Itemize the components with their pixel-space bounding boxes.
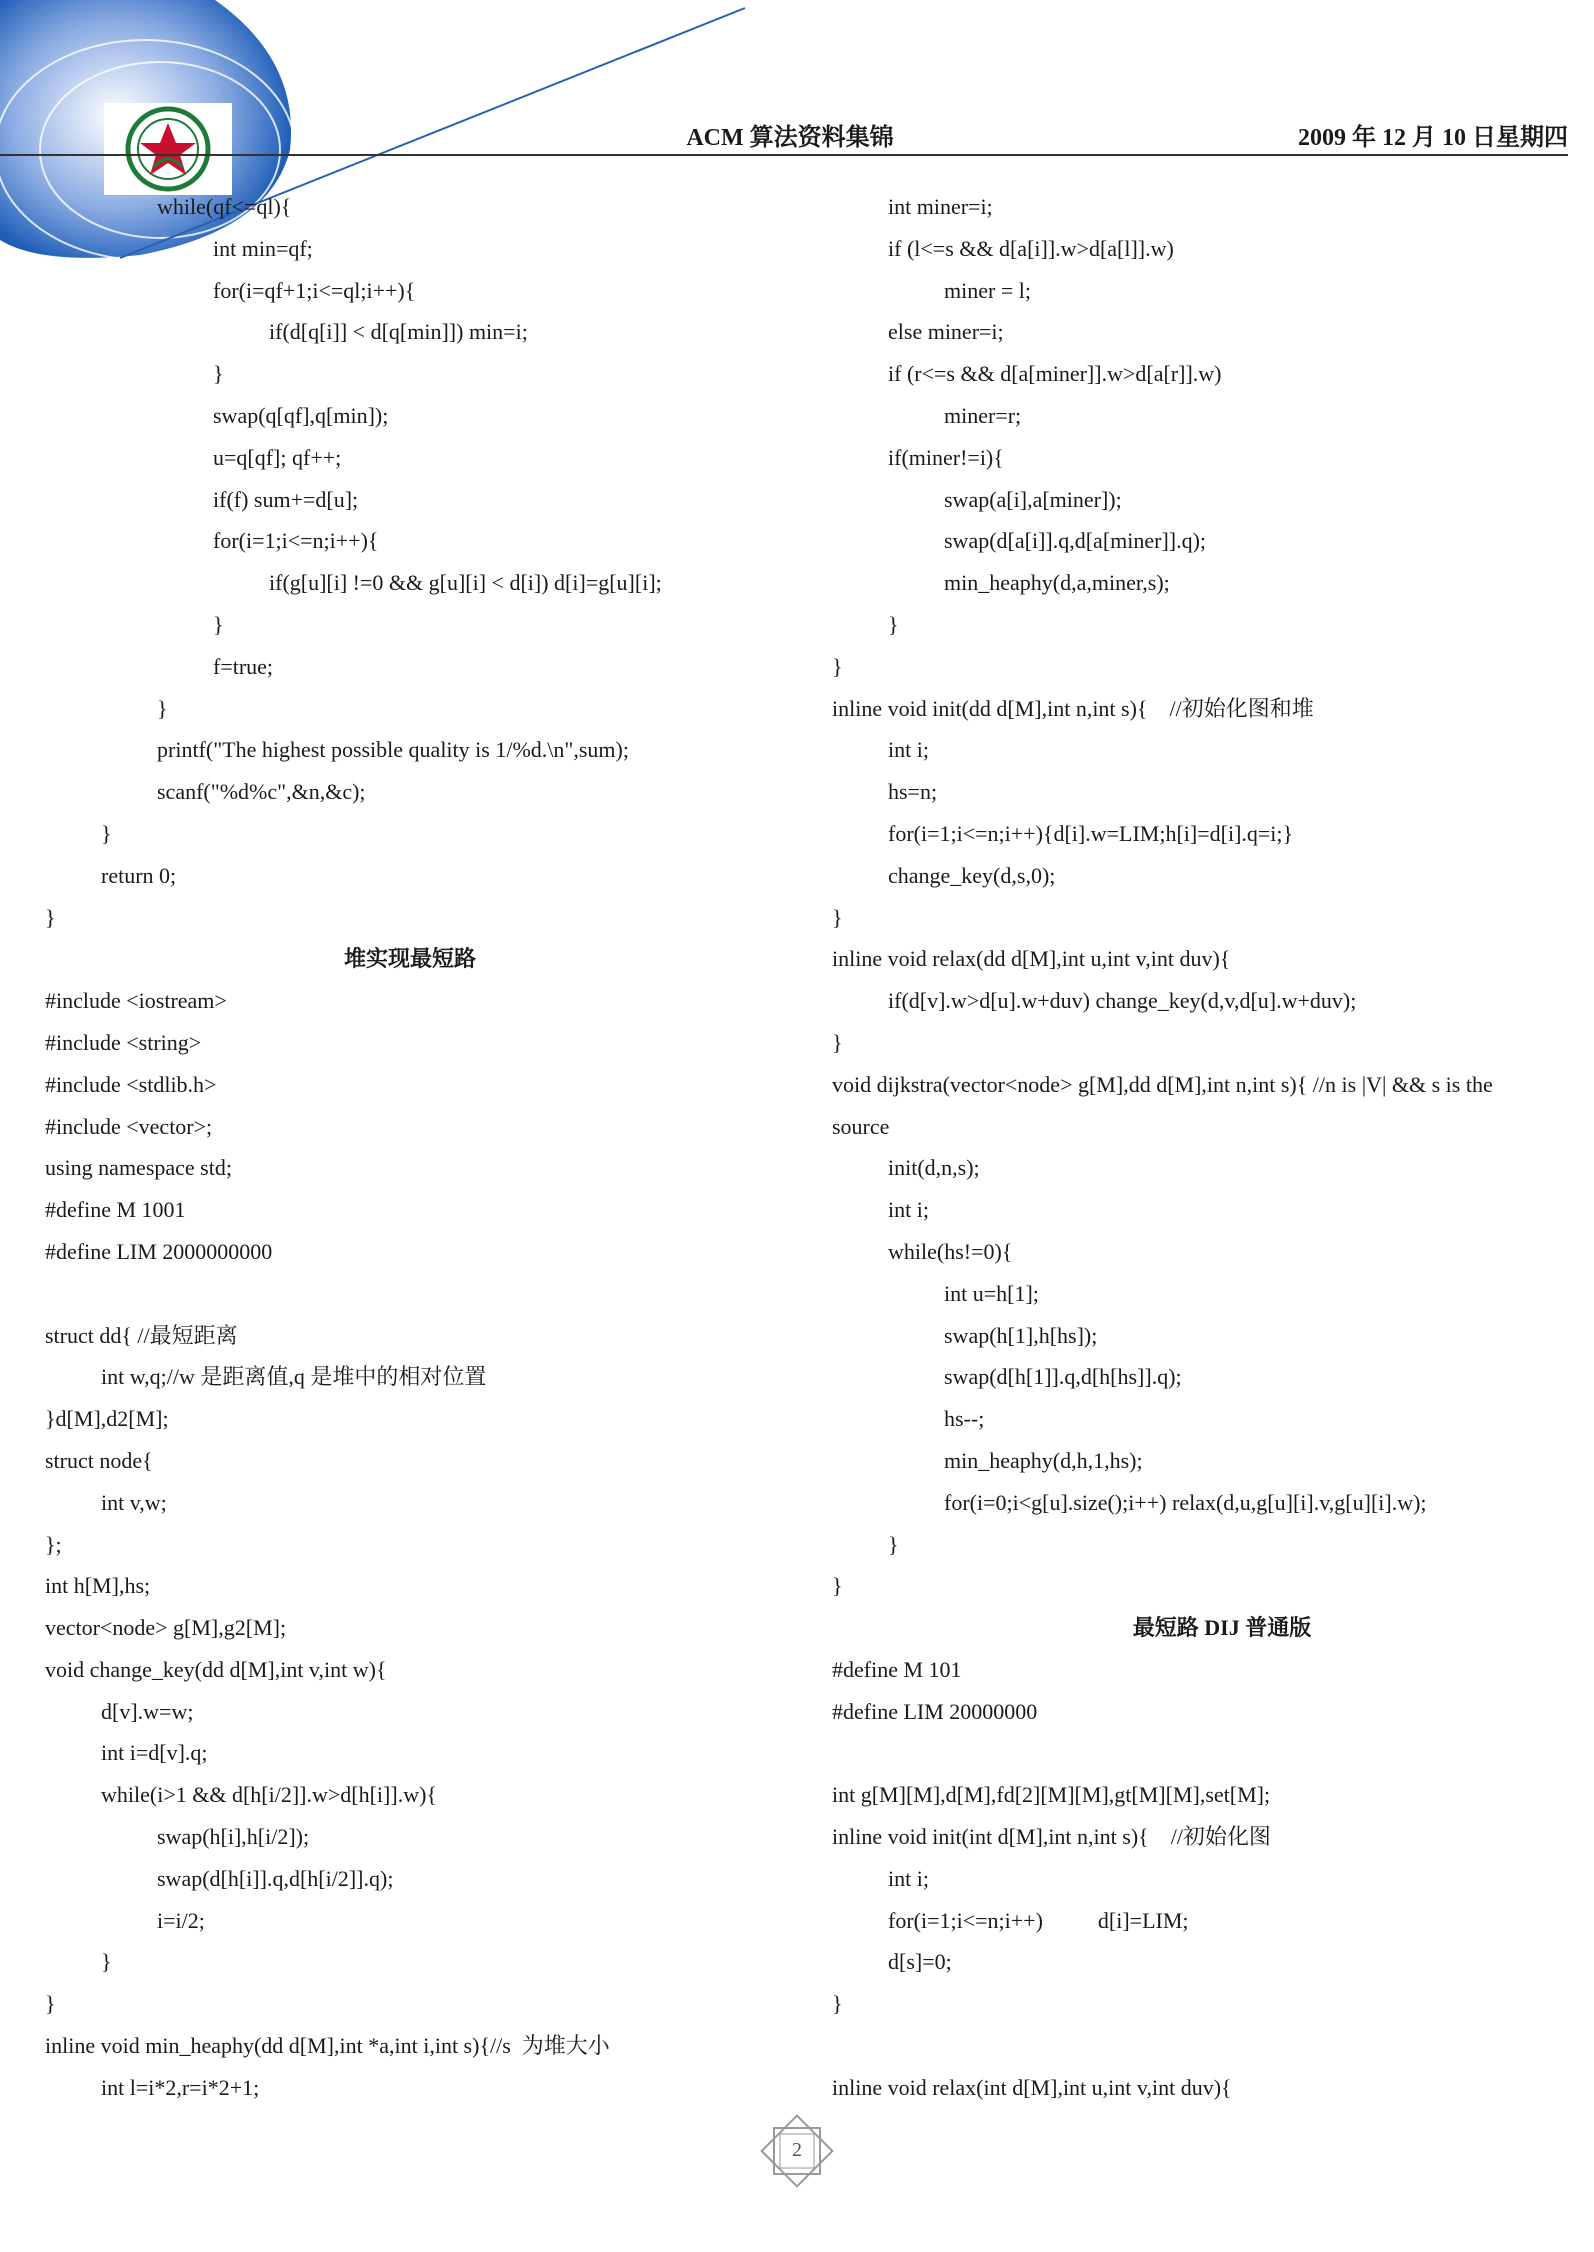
code-line: scanf("%d%c",&n,&c); [157, 779, 366, 805]
code-line: swap(a[i],a[miner]); [944, 486, 1122, 512]
code-line: int i; [888, 737, 929, 763]
code-line: } [157, 695, 168, 721]
code-line: int h[M],hs; [45, 1573, 151, 1599]
code-line: #define M 101 [832, 1656, 962, 1682]
code-line: struct dd{ //最短距离 [45, 1322, 238, 1348]
code-line [832, 2025, 1572, 2067]
code-line: miner=r; [944, 402, 1022, 428]
code-line: if (l<=s && d[a[i]].w>d[a[l]].w) [888, 235, 1174, 261]
code-line: } [213, 361, 224, 387]
code-line: while(hs!=0){ [888, 1238, 1013, 1264]
code-line: if(d[q[i]] < d[q[min]]) min=i; [269, 319, 528, 345]
code-line: hs=n; [888, 779, 938, 805]
code-line: init(d,n,s); [888, 1155, 980, 1181]
code-line: int i; [888, 1865, 929, 1891]
header-rule [0, 154, 1568, 156]
page-header [0, 118, 1594, 158]
code-line: vector<node> g[M],g2[M]; [45, 1615, 287, 1641]
code-line: struct node{ [45, 1447, 153, 1473]
code-line: if (r<=s && d[a[miner]].w>d[a[r]].w) [888, 361, 1222, 387]
code-line: } [888, 611, 899, 637]
code-line: void change_key(dd d[M],int v,int w){ [45, 1656, 387, 1682]
code-line: min_heaphy(d,h,1,hs); [944, 1447, 1143, 1473]
code-line: #include <stdlib.h> [45, 1071, 217, 1097]
code-line: } [832, 1991, 843, 2017]
code-line: int i; [888, 1197, 929, 1223]
code-line: #include <iostream> [45, 988, 227, 1014]
code-line: for(i=qf+1;i<=ql;i++){ [213, 277, 416, 303]
code-line [832, 1732, 1572, 1774]
code-line: printf("The highest possible quality is 1/%d.\n",sum); [157, 737, 629, 763]
code-line: } [45, 1991, 56, 2017]
code-line: u=q[qf]; qf++; [213, 444, 342, 470]
code-line: int g[M][M],d[M],fd[2][M][M],gt[M][M],set[M]; [832, 1782, 1271, 1808]
code-line: swap(q[qf],q[min]); [213, 402, 389, 428]
section-heading: 堆实现最短路 [343, 946, 476, 972]
code-line: d[v].w=w; [101, 1698, 194, 1724]
code-line: swap(d[h[1]].q,d[h[hs]].q); [944, 1364, 1182, 1390]
code-line: #define M 1001 [45, 1197, 186, 1223]
code-line: #define LIM 2000000000 [45, 1238, 273, 1264]
code-line: f=true; [213, 653, 274, 679]
code-line: } [101, 820, 112, 846]
code-line: for(i=1;i<=n;i++){d[i].w=LIM;h[i]=d[i].q=i;} [888, 820, 1294, 846]
page-number-badge [752, 2112, 842, 2192]
code-line: #include <string> [45, 1029, 202, 1055]
code-line: } [888, 1531, 899, 1557]
code-line: swap(h[1],h[hs]); [944, 1322, 1098, 1348]
code-line: swap(d[a[i]].q,d[a[miner]].q); [944, 528, 1207, 554]
code-line: inline void relax(int d[M],int u,int v,int duv){ [832, 2074, 1232, 2100]
header-date: 2009 年 12 月 10 日星期四 [1298, 125, 1568, 151]
code-line: swap(d[h[i]].q,d[h[i/2]].q); [157, 1865, 394, 1891]
code-line: return 0; [101, 862, 177, 888]
code-line: source [832, 1113, 890, 1139]
code-line: miner = l; [944, 277, 1031, 303]
code-line [45, 1273, 815, 1315]
code-line: } [832, 1573, 843, 1599]
right-code-column [832, 186, 1572, 2109]
code-line: } [832, 1029, 843, 1055]
header-title: ACM 算法资料集锦 [686, 125, 894, 151]
code-line: int w,q;//w 是距离值,q 是堆中的相对位置 [101, 1364, 487, 1390]
code-line: void dijkstra(vector<node> g[M],dd d[M],int n,int s){ //n is |V| && s is the [832, 1071, 1493, 1097]
code-line: else miner=i; [888, 319, 1004, 345]
code-line: inline void relax(dd d[M],int u,int v,int duv){ [832, 946, 1231, 972]
code-line: for(i=0;i<g[u].size();i++) relax(d,u,g[u][i].v,g[u][i].w); [944, 1489, 1427, 1515]
code-line: inline void min_heaphy(dd d[M],int *a,int i,int s){//s 为堆大小 [45, 2033, 610, 2059]
code-line: int i=d[v].q; [101, 1740, 208, 1766]
code-line: min_heaphy(d,a,miner,s); [944, 570, 1170, 596]
code-line: change_key(d,s,0); [888, 862, 1056, 888]
code-line: if(f) sum+=d[u]; [213, 486, 359, 512]
code-line: i=i/2; [157, 1907, 205, 1933]
code-line: hs--; [944, 1406, 985, 1432]
code-line: d[s]=0; [888, 1949, 952, 1975]
code-line: } [832, 904, 843, 930]
code-line: int v,w; [101, 1489, 167, 1515]
code-line: for(i=1;i<=n;i++) d[i]=LIM; [888, 1907, 1189, 1933]
code-line: }; [45, 1531, 62, 1557]
code-line: #include <vector>; [45, 1113, 213, 1139]
code-line: } [832, 653, 843, 679]
page-number: 2 [792, 2139, 802, 2161]
code-line: int u=h[1]; [944, 1280, 1039, 1306]
code-line: for(i=1;i<=n;i++){ [213, 528, 379, 554]
code-line: swap(h[i],h[i/2]); [157, 1824, 310, 1850]
left-code-column [45, 186, 815, 2109]
code-line: int min=qf; [213, 235, 313, 261]
code-line: int l=i*2,r=i*2+1; [101, 2074, 260, 2100]
code-line: if(d[v].w>d[u].w+duv) change_key(d,v,d[u].w+duv); [888, 988, 1357, 1014]
code-line: }d[M],d2[M]; [45, 1406, 169, 1432]
code-line: } [101, 1949, 112, 1975]
code-line: inline void init(int d[M],int n,int s){ //初始化图 [832, 1824, 1271, 1850]
code-line: int miner=i; [888, 194, 993, 219]
code-line: #define LIM 20000000 [832, 1698, 1038, 1724]
code-line: } [45, 904, 56, 930]
code-line: } [213, 611, 224, 637]
code-line: inline void init(dd d[M],int n,int s){ //初始化图和堆 [832, 695, 1314, 721]
code-line: using namespace std; [45, 1155, 232, 1181]
code-line: while(i>1 && d[h[i/2]].w>d[h[i]].w){ [101, 1782, 437, 1808]
section-heading: 最短路 DIJ 普通版 [1132, 1615, 1312, 1641]
code-line: while(qf<=ql){ [157, 194, 292, 219]
code-line: if(g[u][i] !=0 && g[u][i] < d[i]) d[i]=g[u][i]; [269, 570, 662, 596]
code-line: if(miner!=i){ [888, 444, 1004, 470]
